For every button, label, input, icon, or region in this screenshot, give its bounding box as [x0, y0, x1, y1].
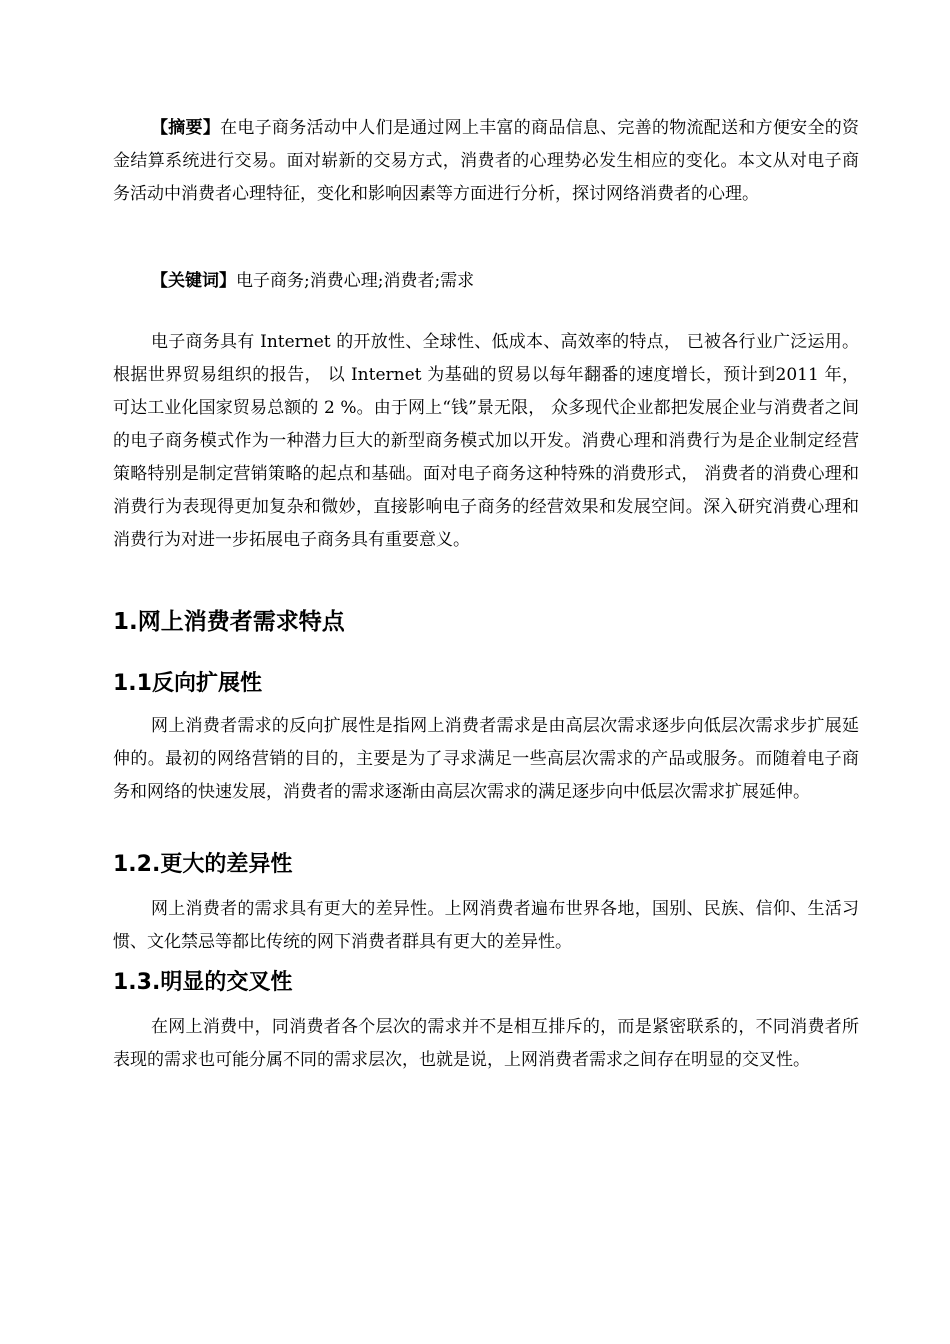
keywords-text: 电子商务;消费心理;消费者;需求: [236, 271, 475, 291]
section-1-2-paragraph: 网上消费者的需求具有更大的差异性。上网消费者遍布世界各地，国别、民族、信仰、生活习惯、文化禁忌等都比传统的网下消费者群具有更大的差异性。: [113, 899, 859, 952]
section-1-3-heading: 1.3.明显的交叉性: [113, 970, 293, 995]
intro-paragraph: 电子商务具有 Internet 的开放性、全球性、低成本、高效率的特点， 已被各行业广泛运用。根据世界贸易组织的报告， 以 Internet 为基础的贸易以每年翻番的速度增长，预计到2011 年， 可达工业化国家贸易总额的 2 %。由于网上“钱”景无限， 众多现代企业都把发展企业与消费者之间的电子商务模式作为一种潜力巨大的新型商务模式加以开发。消费心理和消费行为是企业制定经营策略特别是制定营销策略的起点和基础。面对电子商务这种特殊的消费形式， 消费者的消费心理和消费行为表现得更加复杂和微妙，直接影响电子商务的经营效果和发展空间。深入研究消费心理和消费行为对进一步拓展电子商务具有重要意义。: [113, 332, 859, 550]
abstract-label: 【摘要】: [151, 118, 221, 138]
section-1-heading: 1.网上消费者需求特点: [113, 609, 345, 635]
section-1-1-paragraph: 网上消费者需求的反向扩展性是指网上消费者需求是由高层次需求逐步向低层次需求步扩展延伸的。最初的网络营销的目的，主要是为了寻求满足一些高层次需求的产品或服务。而随着电子商务和网络的快速发展，消费者的需求逐渐由高层次需求的满足逐步向中低层次需求扩展延伸。: [113, 716, 859, 802]
abstract-paragraph: [113, 112, 859, 211]
keywords-paragraph: [113, 265, 859, 298]
section-1-1-heading: 1.1反向扩展性: [113, 671, 262, 696]
keywords-label: 【关键词】: [151, 271, 236, 291]
abstract-text: 在电子商务活动中人们是通过网上丰富的商品信息、完善的物流配送和方便安全的资金结算系统进行交易。面对崭新的交易方式，消费者的心理势必发生相应的变化。本文从对电子商务活动中消费者心理特征，变化和影响因素等方面进行分析，探讨网络消费者的心理。: [113, 118, 860, 204]
section-1-3-paragraph: 在网上消费中，同消费者各个层次的需求并不是相互排斥的，而是紧密联系的，不同消费者所表现的需求也可能分属不同的需求层次，也就是说，上网消费者需求之间存在明显的交叉性。: [113, 1017, 859, 1070]
section-1-2-heading: 1.2.更大的差异性: [113, 852, 293, 877]
